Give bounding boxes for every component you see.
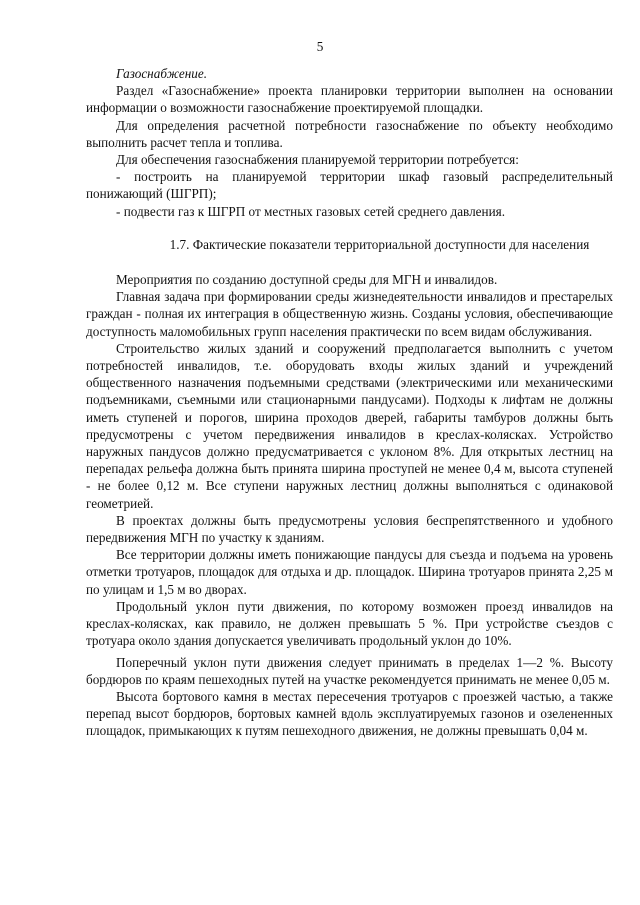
paragraph: Для обеспечения газоснабжения планируемой территории потребуется: — [116, 152, 519, 168]
paragraph: Главная задача при формировании среды жизнедеятельности инвалидов и престарелых граждан - полная их интеграция в общественную жизнь. Созданы условия, обеспечивающие доступность маломобильных групп населения практически по всем видам обслуживания. — [86, 289, 613, 339]
list-item: - построить на планируемой территории шкаф газовый распределительный понижающий (ШГРП); — [86, 169, 613, 202]
paragraph: Поперечный уклон пути движения следует принимать в пределах 1—2 %. Высоту бордюров по краям пешеходных путей на участке рекомендуется принимать не менее 0,05 м. — [86, 654, 613, 687]
paragraph: Продольный уклон пути движения, по которому возможен проезд инвалидов на креслах-колясках, как правило, не должен превышать 5 %. При устройстве съездов с тротуара около здания допускается увеличивать продольный уклон до 10%. — [86, 598, 613, 649]
page-number: 5 — [316, 39, 324, 54]
subsection-title: Мероприятия по созданию доступной среды для МГН и инвалидов. — [116, 272, 498, 288]
paragraph: Для определения расчетной потребности газоснабжение по объекту необходимо выполнить расчет тепла и топлива. — [86, 117, 613, 150]
section-title-gas-supply: Газоснабжение. — [116, 66, 208, 81]
paragraph: Строительство жилых зданий и сооружений предполагается выполнить с учетом потребностей инвалидов, т.е. оборудовать входы жилых зданий и учреждений общественного назначения подъемными средствами (электрическими или механическими подъемниками, съемными или стационарными пандусами). Подходы к лифтам не должны иметь ступеней и порогов, ширина проходов дверей, габариты тамбуров должны быть предусмотрены с учетом передвижения инвалидов в креслах-колясках. Устройство наружных пандусов должно предусматривается с уклоном 8%. Для открытых лестниц на перепадах рельефа должна быть принята ширина проступей не менее 0,4 м, высота ступеней - не более 0,12 м. Все ступени наружных лестниц должны выполняться с одинаковой геометрией. — [86, 340, 613, 511]
document-body — [86, 65, 613, 740]
paragraph: Раздел «Газоснабжение» проекта планировки территории выполнен на основании информации о возможности газоснабжение проектируемой площадки. — [86, 83, 613, 116]
paragraph: В проектах должны быть предусмотрены условия беспрепятственного и удобного передвижения МГН по участку к зданиям. — [86, 512, 613, 546]
section-heading-accessibility: 1.7. Фактические показатели территориальной доступности для населения — [169, 236, 590, 252]
list-item: - подвести газ к ШГРП от местных газовых сетей среднего давления. — [116, 203, 506, 219]
paragraph: Все территории должны иметь понижающие пандусы для съезда и подъема на уровень отметки тротуаров, площадок для отдыха и др. площадок. Ширина тротуаров принята 2,25 м по улицам и 1,5 м во дворах. — [86, 547, 613, 597]
paragraph: Высота бортового камня в местах пересечения тротуаров с проезжей частью, а также перепад высот бордюров, бортовых камней вдоль эксплуатируемых газонов и озелененных площадок, примыкающих к путям пешеходного движения, не должны превышать 0,04 м. — [86, 688, 613, 739]
